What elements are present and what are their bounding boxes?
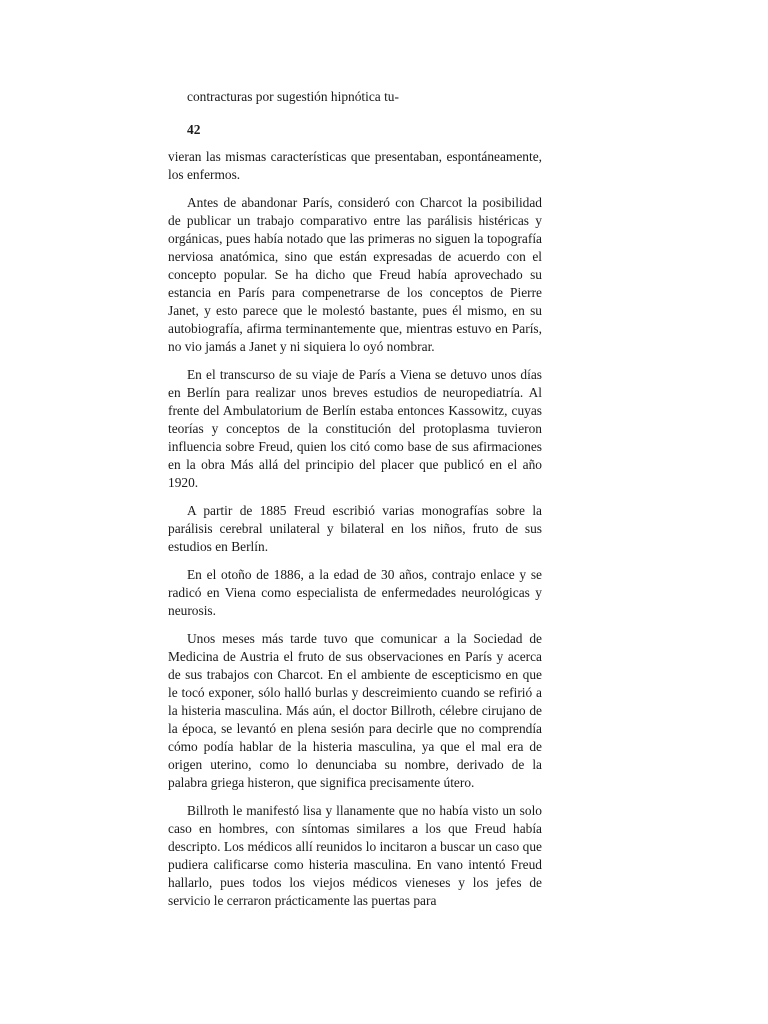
page-number: 42 bbox=[187, 122, 201, 137]
document-page bbox=[168, 88, 542, 920]
paragraph-continuation: vieran las mismas características que presentaban, espontáneamente, los enfermos. bbox=[168, 149, 542, 182]
paragraph: A partir de 1885 Freud escribió varias monografías sobre la parálisis cerebral unilateral y bilateral en los niños, fruto de sus estudios en Berlín. bbox=[168, 503, 542, 554]
lead-line: contracturas por sugestión hipnótica tu- bbox=[187, 89, 399, 104]
paragraph: Billroth le manifestó lisa y llanamente que no había visto un solo caso en hombres, con síntomas similares a los que Freud había descripto. Los médicos allí reunidos lo incitaron a buscar un caso que pudiera calificarse como histeria masculina. En vano intentó Freud hallarlo, pues todos los viejos médicos vieneses y los jefes de servicio le cerraron prácticamente las puertas para bbox=[168, 803, 542, 908]
paragraph: En el otoño de 1886, a la edad de 30 años, contrajo enlace y se radicó en Viena como especialista de enfermedades neurológicas y neurosis. bbox=[168, 567, 542, 618]
paragraph: Unos meses más tarde tuvo que comunicar a la Sociedad de Medicina de Austria el fruto de sus observaciones en París y acerca de sus trabajos con Charcot. En el ambiente de escepticismo en que le tocó exponer, sólo halló burlas y descreimiento cuando se refirió a la histeria masculina. Más aún, el doctor Billroth, célebre cirujano de la época, se levantó en plena sesión para decirle que no comprendía cómo podía hablar de la histeria masculina, ya que el mal era de origen uterino, como lo denunciaba su nombre, derivado de la palabra griega histeron, que significa precisamente útero. bbox=[168, 631, 542, 790]
paragraph: En el transcurso de su viaje de París a Viena se detuvo unos días en Berlín para realizar unos breves estudios de neuropediatría. Al frente del Ambulatorium de Berlín estaba entonces Kassowitz, cuyas teorías y conceptos de la constitución del protoplasma tuvieron influencia sobre Freud, quien los citó como base de sus afirmaciones en la obra Más allá del principio del placer que publicó en el año 1920. bbox=[168, 367, 542, 490]
paragraph: Antes de abandonar París, consideró con Charcot la posibilidad de publicar un trabajo comparativo entre las parálisis histéricas y orgánicas, pues había notado que las primeras no siguen la topografía nerviosa anatómica, sino que están expresadas de acuerdo con el concepto popular. Se ha dicho que Freud había aprovechado su estancia en París para compenetrarse de los conceptos de Pierre Janet, y esto parece que le molestó bastante, pues él mismo, en su autobiografía, afirma terminantemente que, mientras estuvo en París, no vio jamás a Janet y ni siquiera lo oyó nombrar. bbox=[168, 195, 542, 354]
